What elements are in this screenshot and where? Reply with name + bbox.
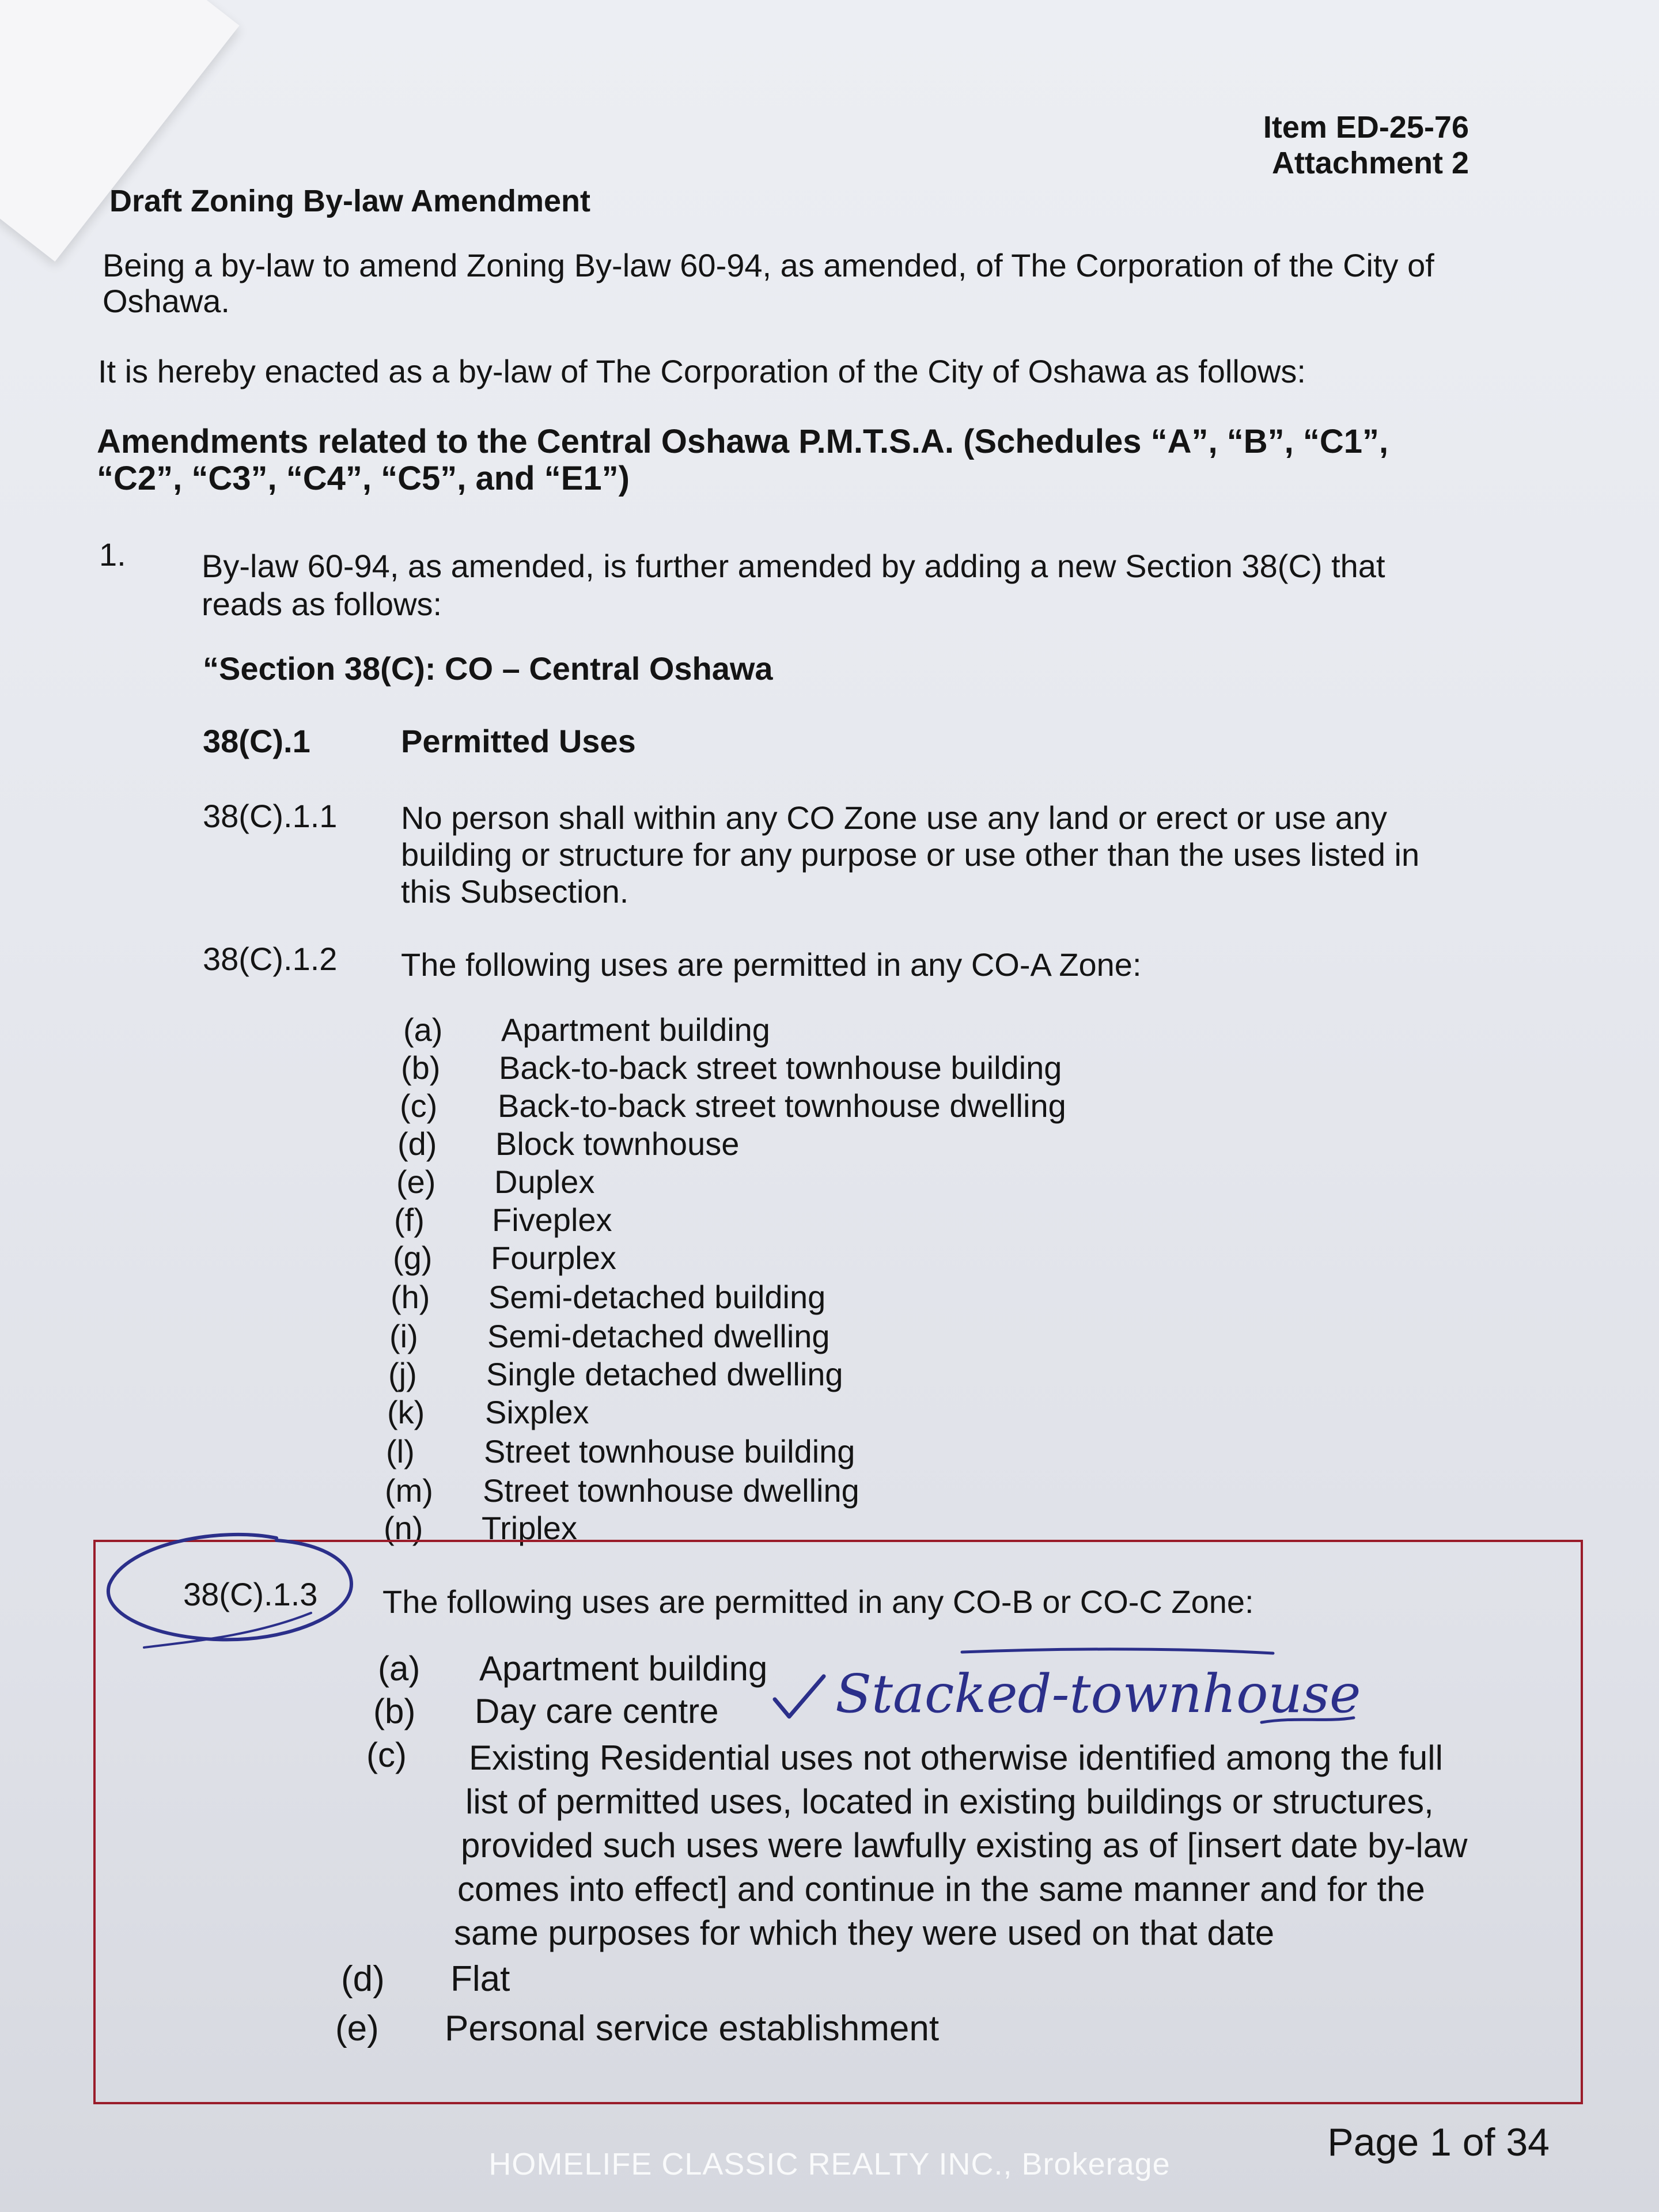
item-number: Item ED-25-76 bbox=[1263, 110, 1469, 145]
list-item-text: Personal service establishment bbox=[445, 2009, 940, 2048]
list-item-text: Fiveplex bbox=[492, 1202, 612, 1238]
list-item bbox=[335, 2008, 939, 2049]
subsection-1-1-text: No person shall within any CO Zone use any land or erect or use any building or structure for any purpose or use other than the uses listed in this Subsection. bbox=[401, 800, 1420, 910]
underlying-sheet-corner bbox=[0, 0, 240, 262]
list-item bbox=[387, 1393, 589, 1431]
handwritten-note-text: Stacked-townhouse bbox=[835, 1663, 1361, 1725]
list-item-label: (d) bbox=[397, 1126, 437, 1162]
list-item-text: Back-to-back street townhouse dwelling bbox=[498, 1088, 1066, 1124]
attachment-label: Attachment 2 bbox=[1271, 146, 1469, 180]
subsection-1-2-number: 38(C).1.2 bbox=[203, 941, 338, 977]
list-item bbox=[394, 1201, 612, 1238]
list-item-text-line: comes into effect] and continue in the same manner and for the bbox=[457, 1870, 1425, 1908]
list-item bbox=[388, 1355, 843, 1393]
brokerage-watermark: HOMELIFE CLASSIC REALTY INC., Brokerage bbox=[488, 2147, 1171, 2181]
subsection-1-2-text: The following uses are permitted in any CO-A Zone: bbox=[401, 946, 1142, 983]
list-item-text-line: provided such uses were lawfully existing as of [insert date by-law bbox=[461, 1826, 1468, 1865]
list-item bbox=[403, 1011, 770, 1048]
item-1-text: By-law 60-94, as amended, is further amended by adding a new Section 38(C) that reads as follows: bbox=[202, 548, 1385, 622]
list-item bbox=[386, 1433, 855, 1470]
handwritten-note bbox=[755, 1636, 1365, 1740]
list-item-text: Semi-detached building bbox=[488, 1279, 826, 1315]
checkmark-icon bbox=[775, 1676, 824, 1717]
list-item bbox=[373, 1691, 719, 1731]
subsection-1-3-number: 38(C).1.3 bbox=[183, 1576, 318, 1612]
list-item-text: Sixplex bbox=[485, 1394, 589, 1430]
list-item-label: (c) bbox=[366, 1736, 407, 1774]
subsection-1-number: 38(C).1 bbox=[203, 723, 310, 759]
list-item-text-line: same purposes for which they were used on that date bbox=[454, 1914, 1275, 1952]
list-item-text: Semi-detached dwelling bbox=[487, 1318, 830, 1354]
list-item-label: (m) bbox=[385, 1472, 433, 1509]
list-item-label: (l) bbox=[386, 1433, 415, 1469]
list-item-label: (e) bbox=[335, 2009, 379, 2048]
section-title: “Section 38(C): CO – Central Oshawa bbox=[203, 650, 773, 687]
list-item-label: (j) bbox=[388, 1356, 417, 1392]
list-item bbox=[366, 1735, 468, 1775]
subsection-1-title: Permitted Uses bbox=[401, 723, 636, 759]
list-item-text: Apartment building bbox=[501, 1012, 770, 1048]
list-item-label: (k) bbox=[387, 1394, 425, 1430]
list-item-label: (a) bbox=[403, 1012, 443, 1048]
item-1-number: 1. bbox=[99, 536, 126, 573]
list-item-label: (d) bbox=[341, 1959, 385, 1999]
list-item bbox=[341, 1959, 510, 1999]
document-title: Draft Zoning By-law Amendment bbox=[109, 184, 591, 218]
list-item-label: (a) bbox=[378, 1649, 421, 1688]
page-number: Page 1 of 34 bbox=[1327, 2120, 1550, 2164]
list-item-text: Fourplex bbox=[491, 1240, 616, 1276]
list-item-text: Street townhouse building bbox=[484, 1433, 855, 1469]
list-item-text: Day care centre bbox=[475, 1692, 719, 1730]
list-item-text: Triplex bbox=[482, 1510, 577, 1546]
list-item bbox=[397, 1125, 739, 1162]
subsection-1-3-text: The following uses are permitted in any CO-B or CO-C Zone: bbox=[382, 1584, 1254, 1620]
list-item bbox=[385, 1472, 859, 1509]
list-item bbox=[400, 1087, 1066, 1124]
list-item bbox=[401, 1049, 1062, 1086]
list-item-label: (b) bbox=[373, 1692, 416, 1730]
list-item-label: (f) bbox=[394, 1202, 425, 1238]
list-item-text-line: list of permitted uses, located in existing buildings or structures, bbox=[465, 1782, 1434, 1821]
list-item-text: Block townhouse bbox=[495, 1126, 740, 1162]
list-item bbox=[396, 1163, 594, 1200]
list-item bbox=[378, 1649, 767, 1688]
list-item-text: Flat bbox=[450, 1959, 510, 1999]
enactment-clause: It is hereby enacted as a by-law of The Corporation of the City of Oshawa as follows: bbox=[98, 353, 1306, 389]
list-item-label: (g) bbox=[393, 1240, 433, 1276]
list-item-text: Street townhouse dwelling bbox=[483, 1472, 859, 1509]
header-reference bbox=[1263, 109, 1469, 181]
list-item-label: (c) bbox=[400, 1088, 438, 1124]
list-item-label: (n) bbox=[384, 1510, 423, 1546]
list-item bbox=[389, 1317, 830, 1355]
list-item-text-line: Existing Residential uses not otherwise identified among the full bbox=[469, 1738, 1443, 1777]
list-item bbox=[393, 1239, 616, 1277]
list-item-text: Single detached dwelling bbox=[486, 1356, 843, 1392]
list-item bbox=[391, 1278, 825, 1316]
list-item-label: (i) bbox=[389, 1318, 418, 1354]
subsection-1-1-number: 38(C).1.1 bbox=[203, 798, 338, 834]
list-item-text: Duplex bbox=[494, 1164, 595, 1200]
amendments-heading: Amendments related to the Central Oshawa P.M.T.S.A. (Schedules “A”, “B”, “C1”, “C2”, “C3”, “C4”, “C5”, and “E1”) bbox=[97, 423, 1389, 497]
list-item-label: (e) bbox=[396, 1164, 436, 1200]
list-item-text: Apartment building bbox=[479, 1649, 768, 1688]
list-item-label: (h) bbox=[391, 1279, 430, 1315]
list-item-text: Back-to-back street townhouse building bbox=[499, 1050, 1062, 1086]
intro-paragraph: Being a by-law to amend Zoning By-law 60-94, as amended, of The Corporation of the City of Oshawa. bbox=[103, 247, 1434, 319]
list-item-label: (b) bbox=[401, 1050, 441, 1086]
